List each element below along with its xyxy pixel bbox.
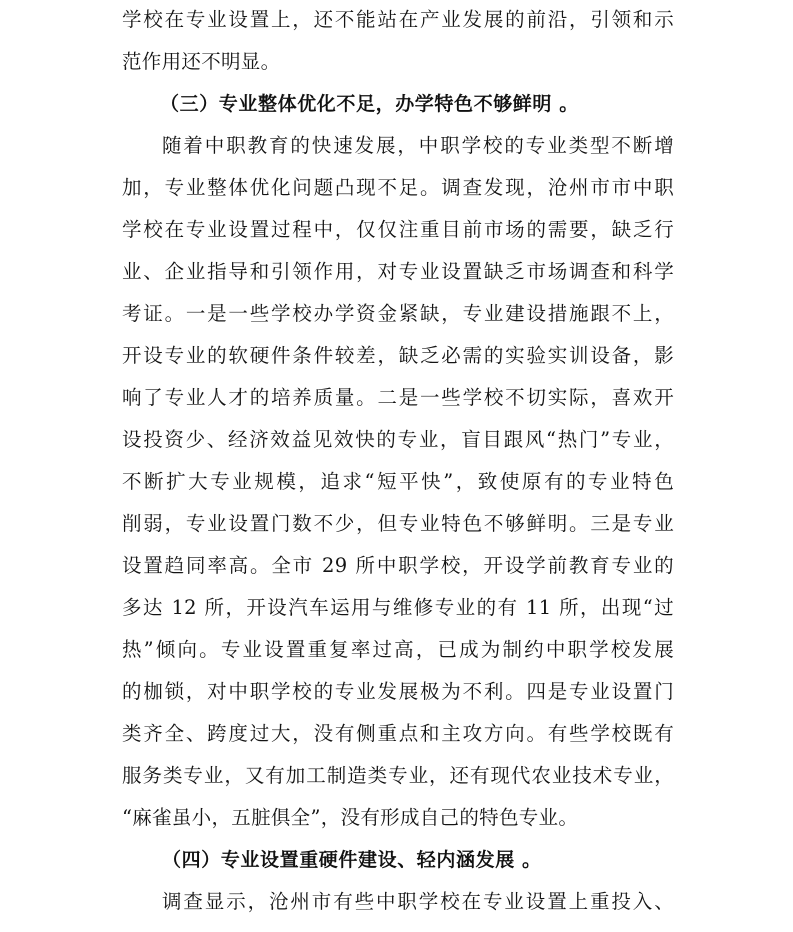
text-line: 业、企业指导和引领作用，对专业设置缺乏市场调查和科学 [122,260,674,283]
text-line: 设置趋同率高。全市 29 所中职学校，开设学前教育专业的 [122,554,674,577]
text-line: 加，专业整体优化问题凸现不足。调查发现，沧州市市中职 [122,176,674,199]
text-line: 学校在专业设置过程中，仅仅注重目前市场的需要，缺乏行 [122,218,674,241]
text-line: 多达 12 所，开设汽车运用与维修专业的有 11 所，出现“过 [122,596,674,619]
text-line: 不断扩大专业规模，追求“短平快”，致使原有的专业特色 [122,470,674,493]
text-line: 设投资少、经济效益见效快的专业，盲目跟风“热门”专业， [122,428,674,451]
text-line: 学校在专业设置上，还不能站在产业发展的前沿，引领和示 [122,8,674,31]
section-heading-3: （三）专业整体优化不足，办学特色不够鲜明 。 [160,93,579,115]
text-line: 类齐全、跨度过大，没有侧重点和主攻方向。有些学校既有 [122,722,674,745]
text-line: 的枷锁，对中职学校的专业发展极为不利。四是专业设置门 [122,680,674,703]
text-line: 响了专业人才的培养质量。二是一些学校不切实际，喜欢开 [122,386,674,409]
text-line: 调查显示，沧州市有些中职学校在专业设置上重投入、 [162,890,674,913]
text-line: 热”倾向。专业设置重复率过高，已成为制约中职学校发展 [122,638,674,661]
text-line: “麻雀虽小，五脏俱全”，没有形成自己的特色专业。 [122,806,579,829]
text-line: 随着中职教育的快速发展，中职学校的专业类型不断增 [162,134,674,157]
text-line: 开设专业的软硬件条件较差，缺乏必需的实验实训设备，影 [122,344,674,367]
text-line: 范作用还不明显。 [122,50,281,73]
text-line: 服务类专业，又有加工制造类专业，还有现代农业技术专业， [122,764,674,787]
text-line: 削弱，专业设置门数不少，但专业特色不够鲜明。三是专业 [122,512,674,535]
section-heading-4: （四）专业设置重硬件建设、轻内涵发展 。 [162,849,542,871]
text-line: 考证。一是一些学校办学资金紧缺，专业建设措施跟不上， [122,302,674,325]
